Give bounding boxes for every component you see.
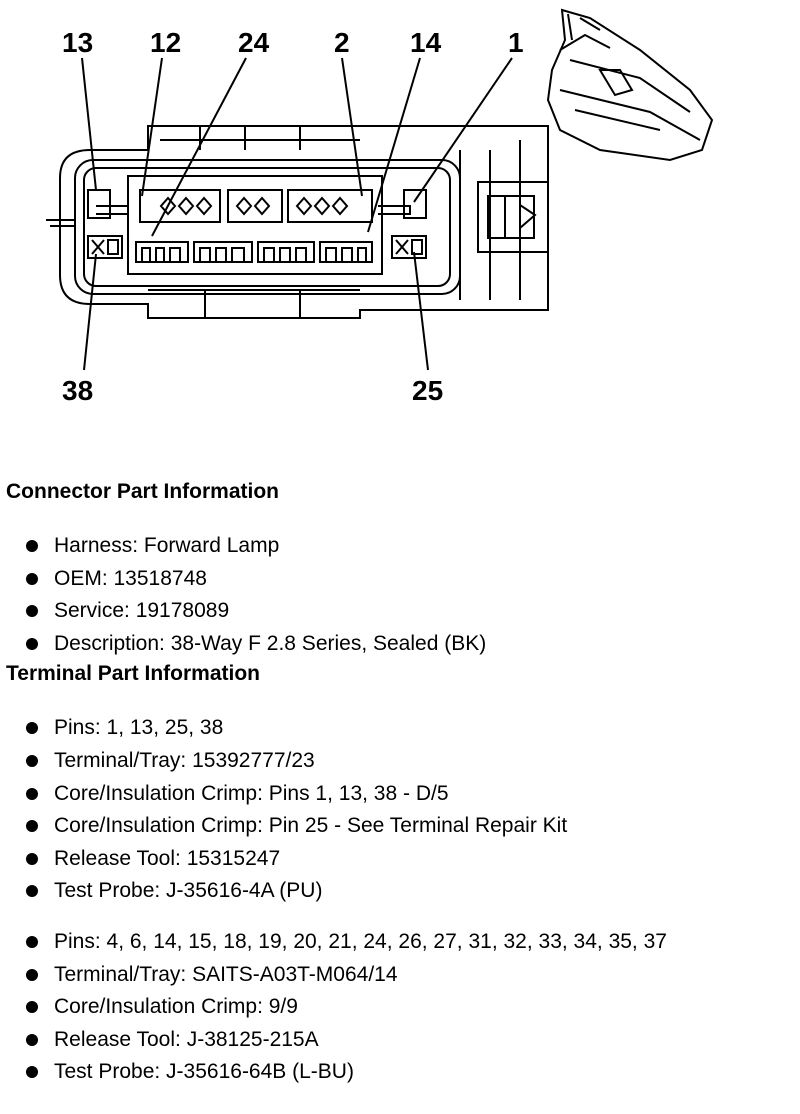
list-item: Terminal/Tray: SAITS-A03T-M064/14 [0,959,800,992]
callout-13: 13 [62,27,94,58]
callout-1: 1 [508,27,524,58]
connector-perspective-view [548,10,712,160]
terminal-group-1 [0,712,800,908]
callout-24: 24 [238,27,270,58]
list-item: Release Tool: 15315247 [0,843,800,876]
terminal-group-2 [0,926,800,1089]
list-item: Pins: 4, 6, 14, 15, 18, 19, 20, 21, 24, 26, 27, 31, 32, 33, 34, 35, 37 [0,926,800,959]
list-item: Service: 19178089 [0,595,800,628]
connector-diagram [0,0,800,440]
leader-38 [84,254,96,370]
list-item: Harness: Forward Lamp [0,530,800,563]
leader-1 [414,58,512,202]
connector-info-title: Connector Part Information [6,480,280,503]
callout-14: 14 [410,27,442,58]
callout-38: 38 [62,375,94,406]
list-item: Description: 38-Way F 2.8 Series, Sealed (BK) [0,628,800,661]
list-item: Core/Insulation Crimp: Pin 25 - See Terminal Repair Kit [0,810,800,843]
list-item: Core/Insulation Crimp: Pins 1, 13, 38 - D/5 [0,778,800,811]
part-information [0,478,800,1089]
list-item: Test Probe: J-35616-4A (PU) [0,875,800,908]
list-item: Terminal/Tray: 15392777/23 [0,745,800,778]
callout-25: 25 [412,375,444,406]
callout-2: 2 [334,27,350,58]
connector-info-list [0,530,800,660]
list-item: Test Probe: J-35616-64B (L-BU) [0,1056,800,1089]
list-item: Release Tool: J-38125-215A [0,1024,800,1057]
list-item: Core/Insulation Crimp: 9/9 [0,991,800,1024]
callout-12: 12 [150,27,182,58]
terminal-info-title: Terminal Part Information [6,662,260,686]
list-item: Pins: 1, 13, 25, 38 [0,712,800,745]
list-item: OEM: 13518748 [0,563,800,596]
